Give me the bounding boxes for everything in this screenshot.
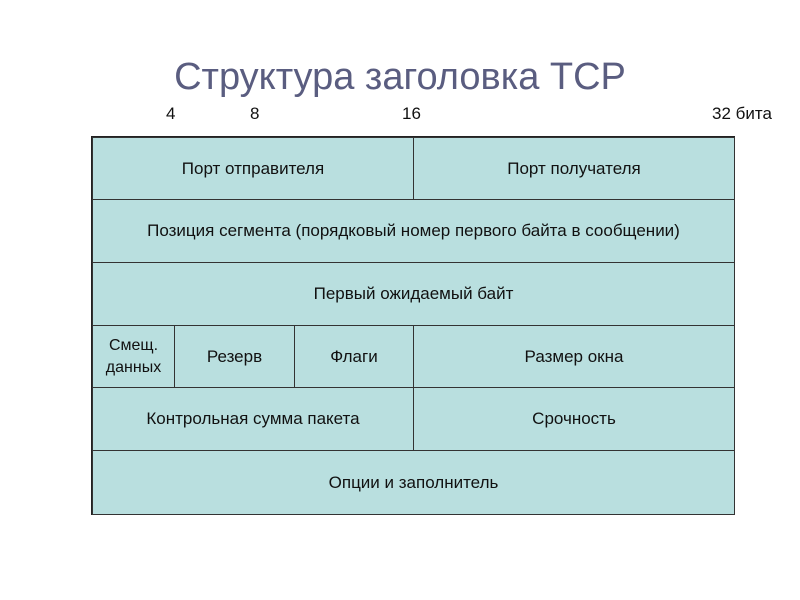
cell-label: Позиция сегмента (порядковый номер первого байта в сообщении) xyxy=(147,221,680,241)
bit-label-16: 16 xyxy=(402,104,421,123)
cell-options-padding xyxy=(92,450,735,515)
cell-source-port xyxy=(92,137,414,200)
cell-urgent-pointer xyxy=(413,387,735,451)
cell-label: Размер окна xyxy=(524,346,624,366)
cell-sequence-number xyxy=(92,199,735,263)
cell-label: Опции и заполнитель xyxy=(328,472,499,492)
cell-label: Флаги xyxy=(330,346,378,366)
cell-label: Порт получателя xyxy=(507,158,641,178)
cell-acknowledgment-number xyxy=(92,262,735,326)
tcp-header-table xyxy=(91,136,735,515)
cell-reserved xyxy=(174,325,295,388)
cell-label: Срочность xyxy=(532,409,616,429)
cell-label: Резерв xyxy=(206,346,263,366)
bit-label-4: 4 xyxy=(166,104,176,123)
bit-label-8: 8 xyxy=(250,104,260,123)
cell-data-offset xyxy=(92,325,175,388)
cell-label-line1: Смещ. xyxy=(108,336,159,354)
cell-label: Контрольная сумма пакета xyxy=(146,409,360,429)
bit-label-32: 32 бита xyxy=(712,104,772,123)
diagram-title: Структура заголовка TCP xyxy=(174,56,626,98)
cell-window-size xyxy=(413,325,735,388)
cell-label-line2: данных xyxy=(105,358,162,376)
cell-destination-port xyxy=(413,137,735,200)
cell-label: Порт отправителя xyxy=(181,158,325,178)
cell-checksum xyxy=(92,387,414,451)
cell-flags xyxy=(294,325,414,388)
cell-label: Первый ожидаемый байт xyxy=(313,284,514,304)
